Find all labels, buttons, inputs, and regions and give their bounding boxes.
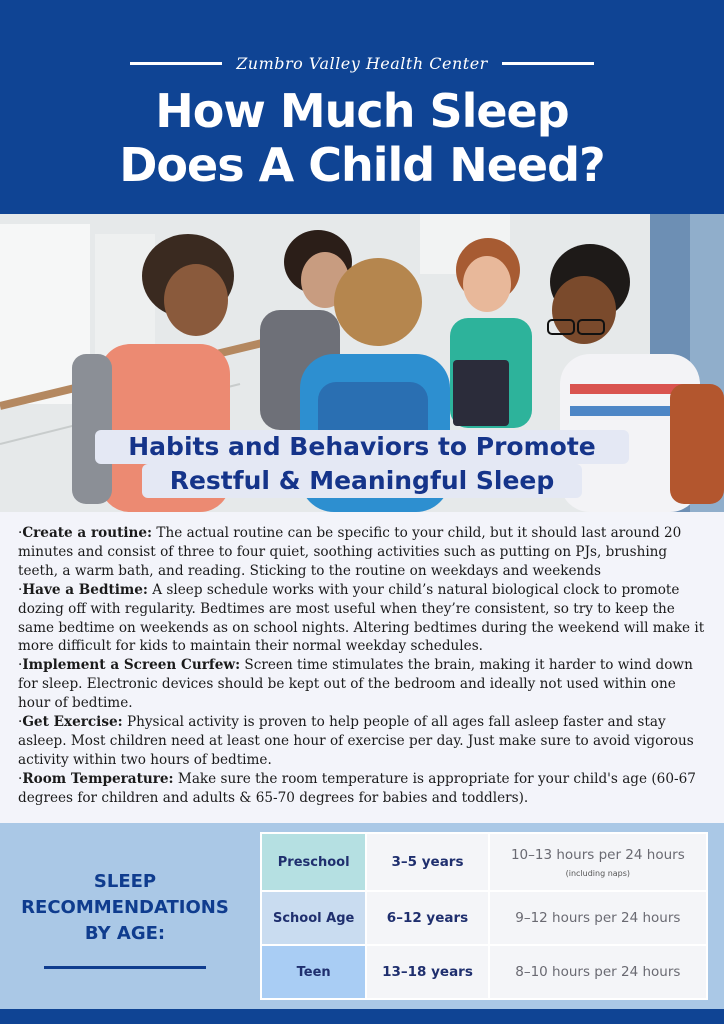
tip-term: Have a Bedtime:: [22, 581, 148, 598]
org-name: Zumbro Valley Health Center: [236, 53, 488, 73]
table-row: [261, 891, 707, 945]
tip-exercise: ·Get Exercise: Physical activity is proven to help people of all ages fall asleep faster and stay asleep. Most children need at least one hour of exercise per day. Just make sure to avoid vigorous activity within two hours of bedtime.: [18, 714, 694, 768]
recommendations-title-line-3: BY AGE:: [84, 923, 166, 944]
hours-cell: 8–10 hours per 24 hours: [489, 945, 707, 999]
age-group-cell: Preschool: [261, 833, 366, 891]
tip-bedtime: ·Have a Bedtime: A sleep schedule works with your child’s natural biological clock to promote dozing off with regularity. Bedtimes are most useful when they’re consistent, so try to keep the same bedtime on weekends as on school nights. Altering bedtimes during the weekend will make it more difficult for kids to maintain their normal weekday schedules.: [18, 581, 705, 655]
tip-term: Implement a Screen Curfew:: [22, 657, 241, 674]
tip-text: Physical activity is proven to help people of all ages fall asleep faster and stay asleep. Most children need at least one hour of exercise per day. Just make sure to avoid vigorous activity within two hours of bedtime.: [18, 714, 694, 768]
banner-line-1: Habits and Behaviors to Promote: [95, 430, 629, 464]
recommendations-title-line-1: SLEEP: [93, 871, 157, 892]
page-title: [0, 84, 724, 192]
table-row: [261, 833, 707, 891]
header: [0, 0, 724, 214]
tip-routine: ·Create a routine: The actual routine can be specific to your child, but it should last around 20 minutes and consist of three to four quiet, soothing activities such as putting on PJs, brushing teeth, a warm bath, and reading. Sticking to the routine on weekdays and weekends: [18, 525, 682, 579]
tip-text: Make sure the room temperature is appropriate for your child's age (60-67 degrees for children and adults & 65-70 degrees for babies and toddlers).: [18, 770, 696, 806]
age-range-cell: 13–18 years: [366, 945, 488, 999]
age-range-cell: 3–5 years: [366, 833, 488, 891]
org-row: [0, 52, 724, 74]
divider-right: [502, 62, 594, 65]
footer-strip: [0, 1009, 724, 1024]
tip-room-temperature: ·Room Temperature: Make sure the room temperature is appropriate for your child's age (60-67 degrees for children and adults & 65-70 degrees for babies and toddlers).: [18, 770, 696, 806]
section-banner: [95, 430, 629, 500]
recommendations-title: [10, 869, 240, 947]
tip-text: Screen time stimulates the brain, making it harder to wind down for sleep. Electronic devices should be kept out of the bedroom and ideally not used within one hour of bedtime.: [18, 657, 693, 712]
recommendations-title-line-2: RECOMMENDATIONS: [21, 897, 229, 918]
hours-cell: 9–12 hours per 24 hours: [489, 891, 707, 945]
table-row: [261, 945, 707, 999]
age-group-cell: Teen: [261, 945, 366, 999]
hours-note: (including naps): [565, 868, 631, 878]
recommendations-divider: [44, 966, 206, 969]
tip-text: The actual routine can be specific to your child, but it should last around 20 minutes and consist of three to four quiet, soothing activities such as putting on PJs, brushing teeth, a warm bath, and reading. Sticking to the routine on weekdays and weekends: [18, 525, 682, 579]
hours-value: 10–13 hours per 24 hours: [510, 846, 685, 863]
title-line-1: How Much Sleep: [155, 84, 569, 138]
tip-term: Room Temperature:: [22, 770, 174, 787]
banner-line-2: Restful & Meaningful Sleep: [142, 464, 582, 498]
age-group-cell: School Age: [261, 891, 366, 945]
sleep-recommendations-table: [260, 832, 708, 1000]
tip-term: Get Exercise:: [22, 714, 123, 731]
title-line-2: Does A Child Need?: [119, 138, 605, 192]
tip-text: A sleep schedule works with your child’s natural biological clock to promote dozing off with regularity. Bedtimes are most useful when they’re consistent, so try to keep the same bedtime on weekends as on school nights. Altering bedtimes during the weekend will make it more difficult for kids to maintain their normal weekday schedules.: [18, 581, 705, 655]
tips-list: [18, 524, 708, 808]
hours-cell: [489, 833, 707, 891]
divider-left: [130, 62, 222, 65]
age-range-cell: 6–12 years: [366, 891, 488, 945]
tip-screen-curfew: ·Implement a Screen Curfew: Screen time stimulates the brain, making it harder to wind down for sleep. Electronic devices should be kept out of the bedroom and ideally not used within one hour of bedtime.: [18, 657, 693, 712]
tip-term: Create a routine:: [22, 525, 153, 541]
